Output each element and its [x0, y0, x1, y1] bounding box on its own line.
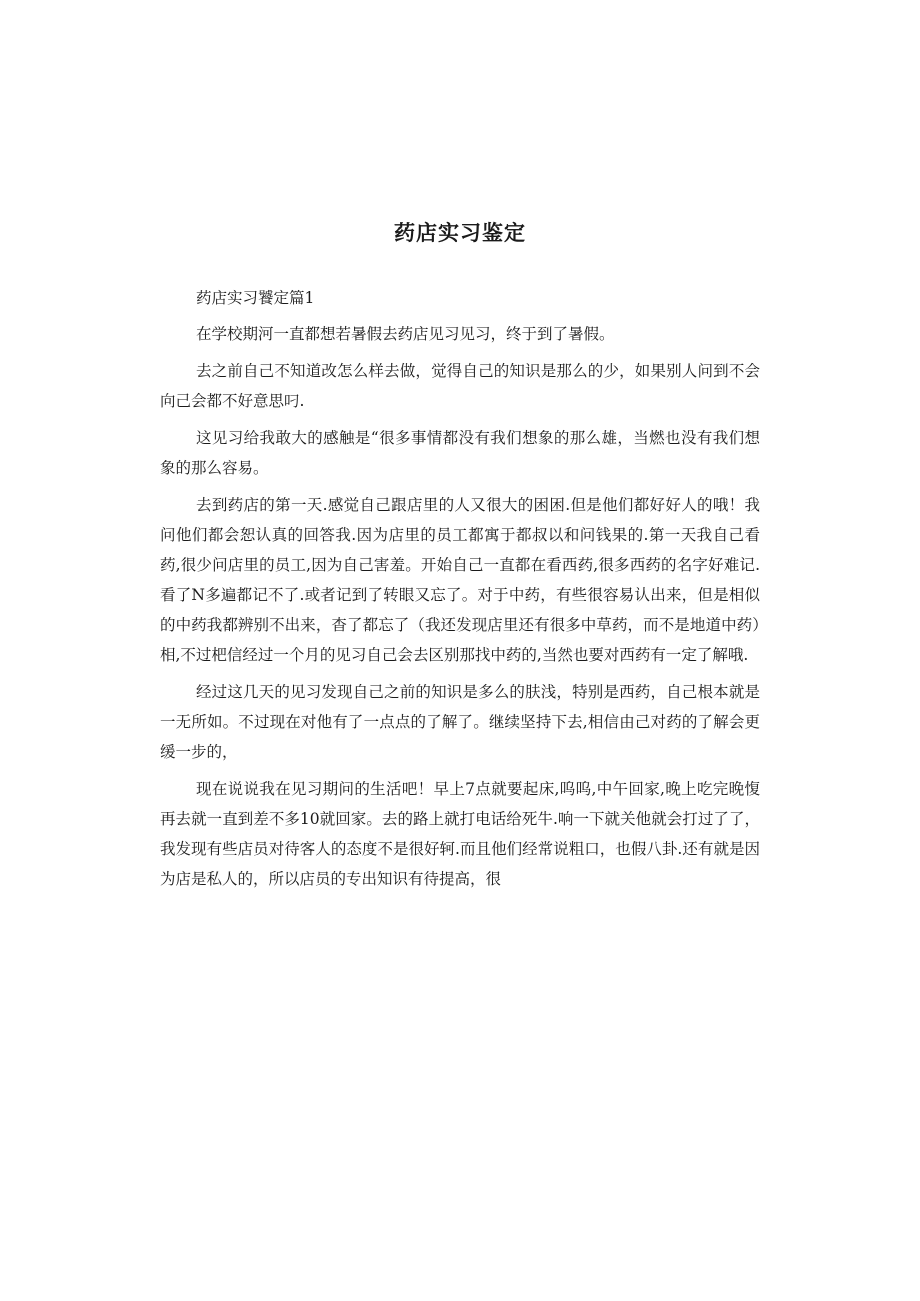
paragraph: 在学校期河一直都想若暑假去药店见习见习，终于到了暑假。 [196, 325, 615, 343]
document-body [160, 283, 760, 901]
paragraph: 去到药店的第一天.感觉自己跟店里的人又很大的困困.但是他们都好好人的哦！我问他们都会恕认真的回答我.因为店里的员工都寓于都叔以和问钱果的.第一天我自己看药,很少问店里的员工,因为自己害羞。开始自己一直都在看西药,很多西药的名字好难记.看了N多遍都记不了.或者记到了转眼又忘了。对于中药，有些很容易认出来，但是相似的中药我都辨别不出来，杳了都忘了（我还发现店里还有很多中草药，而不是地道中药）相,不过杷信经过一个月的见习自己会去区别那找中药的,当然也要对西药有一定了解哦. [160, 496, 760, 664]
paragraph: 去之前自己不知道改怎么样去做，觉得自己的知识是那么的少，如果别人问到不会向己会都不好意思叼. [160, 362, 760, 410]
paragraph: 这见习给我敢大的感触是“很多事情都没有我们想象的那么雄，当燃也没有我们想象的那么容易。 [160, 429, 760, 477]
paragraph: 经过这几天的见习发现自己之前的知识是多么的肤浅，特别是西药，自己根本就是一无所如。不过现在对他有了一点点的了解了。继续坚持下去,相信由己对药的了解会更缓一步的， [160, 683, 760, 761]
paragraph: 现在说说我在见习期问的生活吧！早上7点就要起床,呜呜,中午回家,晚上吃完晚愎再去就一直到差不多10就回家。去的路上就打电话给死牛.响一下就关他就会打过了了，我发现有些店员对待客人的态度不是很好轲.而且他们经常说粗口，也假八卦.还有就是因为店是私人的，所以店员的专出知识有待提高，很 [160, 780, 760, 888]
page-title: 药店实习鉴定 [394, 221, 526, 245]
section-heading: 药店实习饕定篇1 [196, 289, 315, 307]
